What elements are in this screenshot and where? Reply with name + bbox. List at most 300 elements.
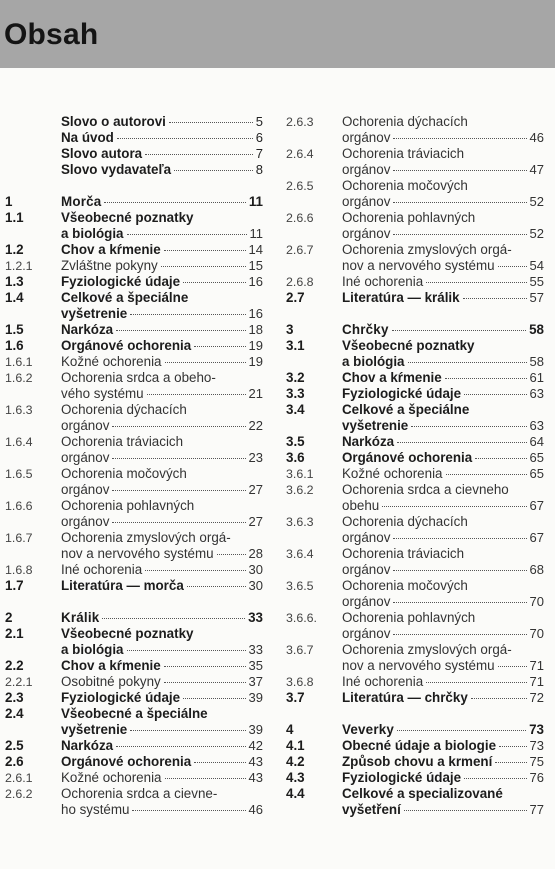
- page-number: 30: [248, 578, 263, 593]
- entry-number: 2.6.4: [286, 147, 314, 161]
- entry-title-continued: a biológia: [61, 226, 124, 241]
- page-number: 7: [255, 146, 263, 161]
- entry-title: Ochorenia tráviacich: [342, 546, 465, 561]
- toc-entry-line: [286, 162, 544, 178]
- entry-number: 1.2.1: [5, 259, 33, 273]
- entry-title: Ochorenia zmyslových orgá-: [342, 242, 512, 257]
- entry-title: Slovo autora: [61, 146, 143, 161]
- entry-number: 2.6.6: [286, 211, 314, 225]
- toc-entry: [5, 114, 263, 130]
- entry-number: 1.3: [5, 274, 24, 289]
- dot-leader: [404, 809, 527, 811]
- dot-leader: [187, 585, 246, 587]
- toc-entry: [5, 194, 263, 210]
- toc-entry: [286, 466, 544, 482]
- toc-entry: [5, 354, 263, 370]
- page-number: 47: [529, 162, 544, 177]
- toc-entry: [5, 242, 263, 258]
- toc-entry: [5, 130, 263, 146]
- dot-leader: [382, 505, 526, 507]
- page-number: 16: [248, 274, 263, 289]
- page-number: 6: [255, 130, 263, 145]
- entry-number: 2.2.1: [5, 675, 33, 689]
- page-number: 46: [248, 802, 263, 817]
- toc-entry: [286, 242, 544, 274]
- entry-title: Ochorenia srdca a obeho-: [61, 370, 216, 385]
- page-number: 11: [249, 226, 263, 241]
- page-number: 61: [529, 370, 544, 385]
- toc-entry-line: [286, 562, 544, 578]
- entry-title: Chov a kŕmenie: [61, 242, 161, 257]
- entry-title-continued: nov a nervového systému: [342, 258, 495, 273]
- toc-entry: [286, 754, 544, 770]
- toc-entry-line: [5, 562, 263, 578]
- toc-entry-line: [286, 242, 544, 258]
- entry-title: Ochorenia zmyslových orgá-: [61, 530, 231, 545]
- entry-number: 2.6.7: [286, 243, 314, 257]
- toc-entry-line: [286, 530, 544, 546]
- toc-entry: [5, 210, 263, 242]
- toc-entry: [286, 770, 544, 786]
- entry-title: Celkové a špeciálne: [342, 402, 470, 417]
- dot-leader: [393, 137, 526, 139]
- dot-leader: [464, 393, 526, 395]
- toc-entry: [286, 578, 544, 610]
- dot-leader: [393, 569, 526, 571]
- toc-entry-line: [5, 162, 263, 178]
- page-number: 15: [248, 258, 263, 273]
- dot-leader: [217, 553, 246, 555]
- entry-number: 4.1: [286, 738, 305, 753]
- dot-leader: [145, 569, 245, 571]
- entry-number: 1.4: [5, 290, 24, 305]
- entry-number: 2.1: [5, 626, 24, 641]
- dot-leader: [194, 345, 245, 347]
- entry-number: 1.6.5: [5, 467, 33, 481]
- toc-entry-line: [5, 274, 263, 290]
- entry-number: 4.3: [286, 770, 305, 785]
- toc-entry-line: [5, 306, 263, 322]
- toc-entry: [286, 146, 544, 178]
- dot-leader: [393, 201, 526, 203]
- entry-title-continued: orgánov: [61, 482, 110, 497]
- toc-column-left: [5, 114, 263, 818]
- entry-title-continued: vyšetření: [342, 802, 401, 817]
- toc-entry-line: [5, 370, 263, 386]
- toc-entry-line: [286, 354, 544, 370]
- toc-entry-line: [5, 722, 263, 738]
- toc-entry: [286, 722, 544, 738]
- toc-entry: [5, 274, 263, 290]
- toc-entry-line: [5, 386, 263, 402]
- entry-title: Ochorenia srdca a cievne-: [61, 786, 218, 801]
- toc-entry-line: [5, 402, 263, 418]
- entry-number: 3.3: [286, 386, 305, 401]
- entry-title: Ochorenia zmyslových orgá-: [342, 642, 512, 657]
- toc-entry-line: [286, 754, 544, 770]
- entry-number: 3.1: [286, 338, 305, 353]
- entry-title: Morča: [61, 194, 102, 209]
- toc-entry-line: [5, 210, 263, 226]
- entry-title-continued: orgánov: [342, 162, 391, 177]
- entry-number: 1.6.8: [5, 563, 33, 577]
- toc-entry-line: [5, 242, 263, 258]
- toc-entry-line: [286, 290, 544, 306]
- page-number: 63: [529, 418, 544, 433]
- entry-number: 3.6.2: [286, 483, 314, 497]
- dot-leader: [495, 761, 526, 763]
- toc-entry: [5, 610, 263, 626]
- toc-entry-line: [5, 466, 263, 482]
- entry-title: Veverky: [342, 722, 395, 737]
- entry-title: Chov a kŕmenie: [61, 658, 161, 673]
- entry-number: 2.7: [286, 290, 305, 305]
- page-number: 67: [529, 498, 544, 513]
- entry-title-continued: orgánov: [342, 594, 391, 609]
- toc-entry: [5, 322, 263, 338]
- toc-entry-line: [5, 498, 263, 514]
- page-number: 39: [248, 690, 263, 705]
- entry-title: Literatúra — králik: [342, 290, 460, 305]
- toc-entry-line: [5, 610, 263, 626]
- entry-title: Králik: [61, 610, 100, 625]
- page-number: 21: [248, 386, 263, 401]
- entry-title-continued: nov a nervového systému: [342, 658, 495, 673]
- toc-entry: [286, 114, 544, 146]
- page-number: 63: [529, 386, 544, 401]
- toc-entry: [5, 338, 263, 354]
- toc-entry: [286, 642, 544, 674]
- entry-title: Slovo o autorovi: [61, 114, 166, 129]
- toc-entry-line: [286, 418, 544, 434]
- entry-title: Iné ochorenia: [342, 674, 424, 689]
- dot-leader: [392, 329, 526, 331]
- entry-number: 2.4: [5, 706, 24, 721]
- entry-title: Ochorenia dýchacích: [342, 114, 468, 129]
- entry-title: Osobitné pokyny: [61, 674, 161, 689]
- entry-title-continued: ho systému: [61, 802, 130, 817]
- entry-title: Fyziologické údaje: [61, 274, 181, 289]
- page-number: 73: [529, 722, 544, 737]
- toc-entry-line: [286, 482, 544, 498]
- section-gap: [5, 594, 263, 610]
- toc-entry-line: [286, 386, 544, 402]
- page-number: 39: [248, 722, 263, 737]
- dot-leader: [183, 281, 245, 283]
- entry-title: Obecné údaje a biologie: [342, 738, 497, 753]
- entry-title: Literatúra — morča: [61, 578, 184, 593]
- page-number: 27: [248, 482, 263, 497]
- entry-number: 1.6.1: [5, 355, 33, 369]
- dot-leader: [397, 441, 526, 443]
- entry-title: Všeobecné a špeciálne: [61, 706, 208, 721]
- toc-entry: [5, 466, 263, 498]
- entry-title-continued: orgánov: [342, 562, 391, 577]
- toc-entry-line: [5, 114, 263, 130]
- page-number: 33: [248, 642, 263, 657]
- dot-leader: [112, 425, 245, 427]
- dot-leader: [393, 233, 526, 235]
- entry-number: 2.6.5: [286, 179, 314, 193]
- page-number: 71: [529, 658, 544, 673]
- toc-entry-line: [5, 802, 263, 818]
- toc-entry-line: [286, 402, 544, 418]
- dot-leader: [132, 809, 245, 811]
- dot-leader: [104, 201, 245, 203]
- page-number: 70: [529, 594, 544, 609]
- dot-leader: [426, 281, 526, 283]
- toc-entry: [286, 450, 544, 466]
- toc-entry-line: [5, 530, 263, 546]
- entry-title: Slovo vydavateľa: [61, 162, 172, 177]
- toc-entry: [286, 290, 544, 306]
- page-number: 54: [529, 258, 544, 273]
- page-number: 52: [529, 226, 544, 241]
- page-number: 8: [255, 162, 263, 177]
- entry-number: 1.7: [5, 578, 24, 593]
- dot-leader: [445, 377, 527, 379]
- dot-leader: [165, 361, 246, 363]
- page-number: 23: [248, 450, 263, 465]
- page-number: 43: [248, 754, 263, 769]
- page-number: 70: [529, 626, 544, 641]
- toc-entry-line: [286, 370, 544, 386]
- toc-entry-line: [286, 578, 544, 594]
- toc-entry-line: [5, 658, 263, 674]
- section-gap: [286, 306, 544, 322]
- entry-number: 4: [286, 722, 294, 737]
- toc-entry-line: [286, 770, 544, 786]
- page-number: 14: [248, 242, 263, 257]
- page-number: 43: [248, 770, 263, 785]
- toc-entry-line: [286, 130, 544, 146]
- entry-title: Orgánové ochorenia: [61, 754, 192, 769]
- toc-entry: [286, 738, 544, 754]
- entry-title-continued: orgánov: [61, 514, 110, 529]
- page-number: 42: [248, 738, 263, 753]
- entry-number: 2.6.3: [286, 115, 314, 129]
- page-title: Obsah: [4, 18, 99, 51]
- entry-number: 3.6.4: [286, 547, 314, 561]
- page-number: 65: [529, 450, 544, 465]
- toc-entry: [5, 162, 263, 178]
- dot-leader: [127, 233, 247, 235]
- dot-leader: [426, 681, 526, 683]
- dot-leader: [127, 649, 246, 651]
- dot-leader: [117, 137, 253, 139]
- section-gap: [5, 178, 263, 194]
- entry-number: 3.7: [286, 690, 305, 705]
- toc-entry: [5, 258, 263, 274]
- page-number: 65: [529, 466, 544, 481]
- entry-number: 1.6.7: [5, 531, 33, 545]
- toc-entry: [286, 178, 544, 210]
- entry-title: Iné ochorenia: [342, 274, 424, 289]
- toc-entry: [286, 402, 544, 434]
- toc-entry: [286, 274, 544, 290]
- entry-title: Ochorenia tráviacich: [342, 146, 465, 161]
- toc-entry-line: [5, 626, 263, 642]
- toc-entry-line: [5, 706, 263, 722]
- page-number: 76: [529, 770, 544, 785]
- entry-title-continued: orgánov: [61, 450, 110, 465]
- dot-leader: [463, 297, 527, 299]
- toc-entry: [286, 386, 544, 402]
- toc-entry-line: [5, 450, 263, 466]
- toc-entry-line: [5, 338, 263, 354]
- dot-leader: [397, 729, 526, 731]
- page-number: 18: [248, 322, 263, 337]
- entry-number: 4.4: [286, 786, 305, 801]
- entry-title-continued: orgánov: [61, 418, 110, 433]
- entry-title: Fyziologické údaje: [342, 770, 462, 785]
- entry-title: Chov a kŕmenie: [342, 370, 442, 385]
- entry-title: Zvláštne pokyny: [61, 258, 158, 273]
- toc-entry-line: [286, 450, 544, 466]
- page-number: 68: [529, 562, 544, 577]
- dot-leader: [471, 697, 527, 699]
- page-number: 58: [529, 322, 544, 337]
- toc-entry-line: [5, 482, 263, 498]
- toc-entry-line: [286, 786, 544, 802]
- entry-number: 3.5: [286, 434, 305, 449]
- entry-number: 1.1: [5, 210, 24, 225]
- entry-number: 2.6: [5, 754, 24, 769]
- toc-entry-line: [5, 546, 263, 562]
- toc-entry-line: [286, 514, 544, 530]
- page-number: 71: [529, 674, 544, 689]
- entry-title-continued: nov a nervového systému: [61, 546, 214, 561]
- header-banner: [0, 0, 555, 68]
- toc-entry-line: [5, 354, 263, 370]
- toc-entry-line: [286, 626, 544, 642]
- toc-entry-line: [286, 802, 544, 818]
- toc-entry-line: [5, 146, 263, 162]
- dot-leader: [112, 457, 245, 459]
- entry-title: Všeobecné poznatky: [61, 626, 194, 641]
- entry-title: Na úvod: [61, 130, 114, 145]
- toc-entry: [286, 786, 544, 818]
- toc-entry-line: [5, 258, 263, 274]
- page-number: 58: [529, 354, 544, 369]
- page-number: 11: [248, 194, 263, 209]
- toc-entry-line: [286, 722, 544, 738]
- toc-entry: [5, 562, 263, 578]
- entry-number: 3.6.5: [286, 579, 314, 593]
- page-number: 72: [529, 690, 544, 705]
- entry-number: 1: [5, 194, 13, 209]
- page-number: 37: [248, 674, 263, 689]
- toc-entry-line: [286, 146, 544, 162]
- entry-title: Orgánové ochorenia: [61, 338, 192, 353]
- entry-title: Celkové a špeciálne: [61, 290, 189, 305]
- toc-entry-line: [5, 322, 263, 338]
- entry-number: 1.6: [5, 338, 24, 353]
- toc-entry-line: [286, 610, 544, 626]
- dot-leader: [475, 457, 526, 459]
- entry-title: Narkóza: [61, 738, 114, 753]
- entry-title: Ochorenia močových: [342, 178, 468, 193]
- toc-entry: [286, 514, 544, 546]
- toc-entry-line: [286, 546, 544, 562]
- toc-entry: [5, 370, 263, 402]
- entry-number: 2.5: [5, 738, 24, 753]
- entry-title-continued: a biológia: [61, 642, 124, 657]
- entry-title-continued: vyšetrenie: [342, 418, 409, 433]
- toc-entry-line: [286, 322, 544, 338]
- entry-title-continued: orgánov: [342, 226, 391, 241]
- toc-entry-line: [5, 194, 263, 210]
- toc-entry-line: [5, 514, 263, 530]
- toc-entry: [5, 402, 263, 434]
- entry-title: Orgánové ochorenia: [342, 450, 473, 465]
- toc-entry-line: [286, 466, 544, 482]
- entry-number: 2.6.1: [5, 771, 33, 785]
- dot-leader: [498, 265, 527, 267]
- entry-title: Ochorenia tráviacich: [61, 434, 184, 449]
- toc-entry-line: [286, 338, 544, 354]
- entry-number: 3.6: [286, 450, 305, 465]
- toc-entry-line: [286, 226, 544, 242]
- dot-leader: [498, 665, 527, 667]
- entry-title: Literatúra — chrčky: [342, 690, 468, 705]
- page-number: 67: [529, 530, 544, 545]
- dot-leader: [408, 361, 527, 363]
- dot-leader: [194, 761, 245, 763]
- entry-title-continued: vého systému: [61, 386, 144, 401]
- page-number: 33: [248, 610, 263, 625]
- entry-title: Kožné ochorenia: [61, 354, 162, 369]
- entry-number: 3.6.1: [286, 467, 314, 481]
- dot-leader: [130, 313, 245, 315]
- dot-leader: [164, 249, 246, 251]
- toc-entry-line: [5, 290, 263, 306]
- entry-number: 1.6.2: [5, 371, 33, 385]
- toc-entry: [286, 370, 544, 386]
- toc-entry: [5, 674, 263, 690]
- entry-title: Způsob chovu a krmení: [342, 754, 493, 769]
- entry-number: 4.2: [286, 754, 305, 769]
- toc-entry: [286, 674, 544, 690]
- dot-leader: [411, 425, 526, 427]
- toc-entry: [5, 434, 263, 466]
- dot-leader: [169, 121, 253, 123]
- entry-number: 1.6.3: [5, 403, 33, 417]
- toc-entry-line: [286, 498, 544, 514]
- toc-entry-line: [286, 738, 544, 754]
- dot-leader: [499, 745, 527, 747]
- toc-entry: [286, 690, 544, 706]
- entry-title-continued: orgánov: [342, 130, 391, 145]
- entry-title: Ochorenia pohlavných: [342, 610, 476, 625]
- page-number: 22: [248, 418, 263, 433]
- entry-title-continued: obehu: [342, 498, 380, 513]
- entry-number: 3.6.3: [286, 515, 314, 529]
- toc-entry-line: [286, 178, 544, 194]
- dot-leader: [147, 393, 246, 395]
- toc-entry-line: [5, 642, 263, 658]
- entry-title: Ochorenia močových: [61, 466, 187, 481]
- page-number: 19: [248, 354, 263, 369]
- dot-leader: [393, 169, 526, 171]
- toc-entry-line: [286, 674, 544, 690]
- entry-title: Chrčky: [342, 322, 389, 337]
- page-number: 5: [255, 114, 263, 129]
- entry-number: 3.2: [286, 370, 305, 385]
- entry-title: Všeobecné poznatky: [61, 210, 194, 225]
- entry-number: 2.3: [5, 690, 24, 705]
- dot-leader: [446, 473, 527, 475]
